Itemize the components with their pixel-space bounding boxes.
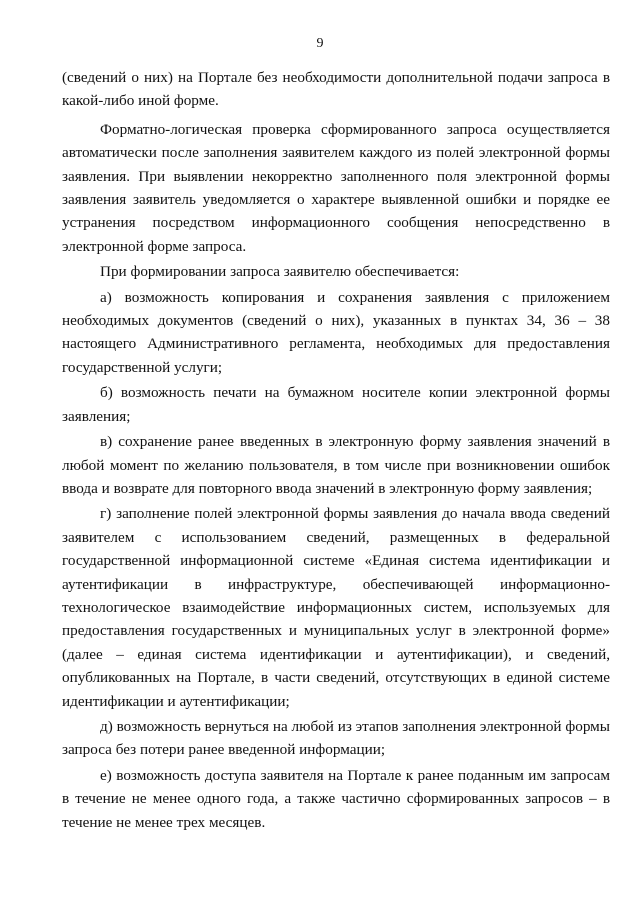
list-item-d: д) возможность вернуться на любой из этапов заполнения электронной формы запроса без потери ранее введенной информации; xyxy=(62,717,610,759)
paragraph-format-check: Форматно-логическая проверка сформированного запроса осуществляется автоматически после заполнения заявителем каждого из полей электронной формы заявления. При выявлении некорректно заполненного поля электронной формы заявления заявитель уведомляется о характере выявленной ошибки и порядке ее устранения посредством информационного сообщения непосредственно в электронной форме запроса. xyxy=(62,120,610,255)
paragraph-continuation: (сведений о них) на Портале без необходимости дополнительной подачи запроса в какой-либо иной форме. xyxy=(62,69,610,110)
list-item-g: г) заполнение полей электронной формы заявления до начала ввода сведений заявителем с использованием сведений, размещенных в федеральной государственной информационной системе «Единая система идентификации и аутентификации в инфраструктуре, обеспечивающей информационно-технологическое взаимодействие информационных систем, используемых для предоставления государственных и муниципальных услуг в электронной форме» (далее – единая система идентификации и аутентификации), и сведений, опубликованных на Портале, в части сведений, отсутствующих в единой системе идентификации и аутентификации; xyxy=(62,505,610,710)
paragraph-request-intro: При формировании запроса заявителю обеспечивается: xyxy=(100,263,460,281)
list-item-b: б) возможность печати на бумажном носителе копии электронной формы заявления; xyxy=(62,384,610,425)
page-number: 9 xyxy=(316,36,324,51)
list-item-a: а) возможность копирования и сохранения заявления с приложением необходимых документов (сведений о них), указанных в пунктах 34, 36 – 38 настоящего Административного регламента, необходимых для предоставления государственной услуги; xyxy=(62,288,610,376)
list-item-v: в) сохранение ранее введенных в электронную форму заявления значений в любой момент по желанию пользователя, в том числе при возникновении ошибок ввода и возврате для повторного ввода значений в электронную форму заявления; xyxy=(62,433,610,497)
list-item-e: е) возможность доступа заявителя на Портале к ранее поданным им запросам в течение не менее одного года, а также частично сформированных запросов – в течение не менее трех месяцев. xyxy=(62,766,610,831)
document-body xyxy=(62,66,610,836)
